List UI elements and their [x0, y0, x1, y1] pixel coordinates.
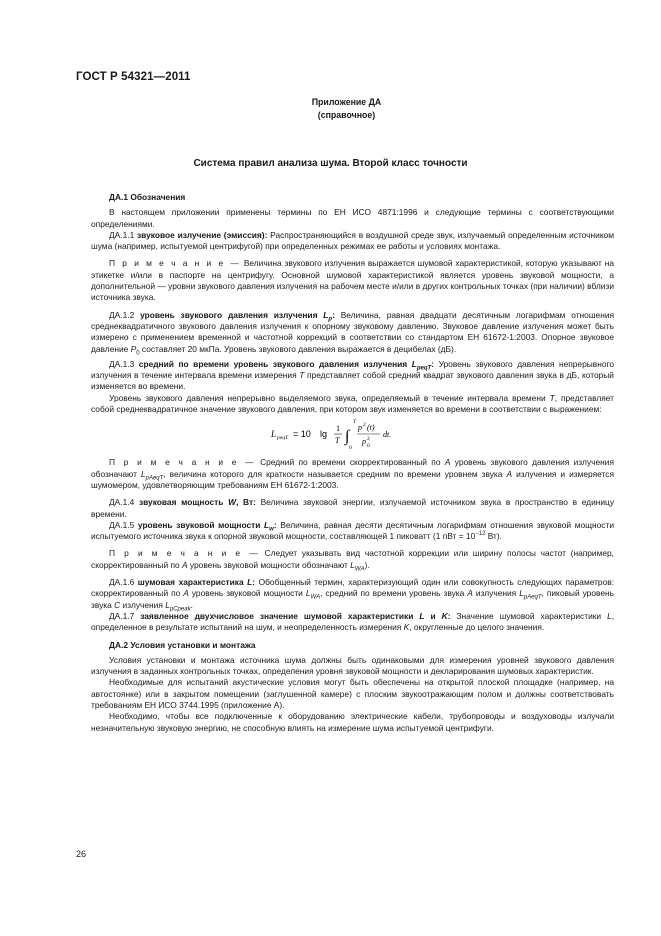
symbol: А — [183, 588, 189, 599]
section-heading-da2: ДА.2 Условия установки и монтажа — [109, 639, 256, 650]
note-text: , величина которого для краткости называется средним по времени уровнем звука — [163, 468, 503, 479]
appendix-label: Приложение ДА — [311, 97, 382, 107]
term-da-1-5: ДА.1.5 уровень звуковой мощности $L_w$: Величина, равная десяти десятичным логарифмам отношения звуковой мощности испытуемого источника звука к опорной звуковой мощности, составляющей 1 пиковатт (1 пВт = $10^{-12}$ Вт). — [91, 519, 614, 542]
symbol-sub: WA — [310, 594, 321, 601]
symbol: T — [549, 392, 555, 403]
symbol-sub: pAeqT — [145, 475, 164, 482]
symbol: L — [607, 610, 612, 621]
symbol: K — [403, 622, 410, 633]
term-definition: Величина, равная десяти десятичным логарифмам отношения звуковой мощности испытуемого источника звука к опорной звуковой мощности, составляющей 1 пиковатт (1 пВт = 10 — [91, 519, 614, 542]
symbol: L — [305, 588, 311, 599]
note-1 — [91, 258, 614, 303]
term-da-1-6: ДА.1.6 шумовая характеристика L: Обобщенный термин, характеризующий один или совокупность следующих параметров: скорректированный по А уровень звуковой мощности $L_{WA}$, средний по времени уровень звука А излучения $L_{pAeqT}$, пиковый уровень звука С излучения $L_{pCpeak}$. — [91, 577, 615, 613]
term-definition: излучения — [475, 588, 517, 599]
symbol: T — [299, 370, 305, 381]
term-definition-end: Вт). — [487, 531, 503, 542]
appendix-title: Система правил анализа шума. Второй класс точности — [193, 158, 468, 169]
formula-den: p — [362, 437, 366, 447]
note-text: излучения и измеряется шумомером, удовлетворяющим требованиям ЕН 61672-1:2003. — [91, 468, 614, 490]
term-definition-cont: составляет 20 мкПа. Уровень звукового давления выражается в децибелах (дБ). — [141, 343, 457, 354]
note-label: П р и м е ч а н и е — — [109, 457, 256, 468]
term-number: ДА.1.6 — [109, 577, 135, 588]
symbol-sub: 0 — [136, 350, 140, 357]
term-definition: , пиковый уровень звука — [91, 588, 614, 610]
term-definition: Распространяющийся в воздушной среде звук, излучаемый определенным источником шума (например, испытуемой центрифугой) при определенных режимах ее работы и условиях монтажа. — [91, 229, 614, 252]
symbol-sub: WA — [354, 566, 365, 573]
formula-lhs: L — [271, 429, 277, 440]
formula-upper: T — [353, 419, 357, 426]
term-da-1-4 — [91, 497, 614, 520]
term-name: шумовая характеристика — [137, 577, 244, 588]
formula-lhs-sub: peqT — [277, 435, 288, 442]
page-number: 26 — [76, 849, 87, 859]
term-definition-end: . — [190, 599, 193, 610]
term-name: уровень звукового давления излучения — [140, 309, 318, 320]
appendix-type: (справочное) — [317, 110, 376, 120]
term-definition: Величина, равная двадцати десятичным логарифмам отношения среднеквадратичного звукового давления излучения к опорному звуковому давлению. Звуковое давление излучения может быть измерено с применением временной и частотной коррекций в соответствии со стандартом ЕН 61672-1:2003. Опорное звуковое давление — [91, 309, 615, 354]
term-number: ДА.1.7 — [109, 610, 135, 621]
intro-paragraph: В настоящем приложении применены термины по ЕН ИСО 4871:1996 и следующие термины с соответствующими определениями. — [91, 207, 614, 229]
symbol: А — [444, 457, 451, 468]
term-definition: излучения — [122, 599, 163, 610]
conjunction: и — [430, 610, 436, 621]
term-da-1-7: ДА.1.7 заявленное двухчисловое значение шумовой характеристики L и K: Значение шумовой характеристики L, определенное в результате испытаний на шум, и неопределенность измерения K, округленные до целого значения. — [91, 610, 615, 633]
term-definition-cont: представляет собой средний квадрат звукового давления звука в дБ, который изменяется во времени. — [91, 370, 614, 392]
paragraph-text: , представляет собой среднеквадратичное значение звукового давления, при котором звук изменяется во времени в соответствии с выражением: — [91, 392, 615, 415]
symbol: L — [247, 577, 253, 588]
term-number: ДА.1.5 — [109, 519, 135, 530]
symbol: L — [411, 358, 417, 369]
term-definition: , средний по времени уровень звука — [320, 588, 465, 599]
note-text: уровень звуковой мощности обозначают — [189, 559, 348, 570]
term-number: ДА.1.2 — [109, 309, 135, 320]
note-3 — [91, 548, 614, 571]
note-text: Средний по времени скорректированный по — [260, 457, 441, 468]
formula-num-arg: (t) — [367, 423, 375, 433]
term-da-1-3-cont — [91, 393, 614, 416]
symbol: K — [441, 610, 448, 621]
note-label: П р и м е ч а н и е — — [109, 548, 260, 559]
standard-number: ГОСТ Р 54321—2011 — [76, 71, 191, 83]
term-definition: , округленные до целого значения. — [409, 622, 545, 633]
note-2 — [91, 457, 614, 491]
symbol-sub: pAeqT — [523, 594, 542, 601]
section-heading-da1: ДА.1 Обозначения — [109, 192, 186, 202]
symbol: А — [506, 468, 513, 479]
formula-den-sub: 0 — [367, 443, 370, 450]
document-body — [91, 192, 614, 734]
symbol: L — [350, 559, 355, 570]
note-text: Следует указывать вид частотной коррекции или ширину полосы частот (например, скорректированный по — [91, 548, 615, 570]
formula-lg: lg — [320, 429, 328, 440]
symbol-unit: , Вт: — [236, 497, 256, 508]
term-number: ДА.1.4 — [109, 497, 135, 508]
term-definition: Величина звуковой энергии, излучаемой источником звука в пространство в единицу времени. — [91, 497, 615, 519]
symbol: L — [519, 588, 524, 599]
symbol: L — [264, 519, 270, 530]
formula-den-sup: 2 — [367, 436, 370, 443]
term-name: заявленное двухчисловое значение шумовой характеристики — [140, 610, 414, 621]
formula-integral: ∫ — [345, 428, 350, 446]
symbol: L — [419, 610, 425, 621]
note-text: ). — [364, 559, 370, 570]
da2-paragraph-1: Условия установки и монтажа источника шума должны быть одинаковыми для измерения уровней звукового давления излучения в заданных контрольных точках, определения уровня звуковой мощности и декларирования шумовых характеристик. — [91, 654, 614, 677]
term-name: звуковое излучение (эмиссия): — [137, 229, 268, 240]
formula-eq: = 10 — [293, 429, 311, 440]
formula-T: T — [335, 436, 340, 446]
term-definition: , определенное в результате испытаний на шум, и неопределенность измерения — [91, 610, 615, 633]
da2-paragraph-3: Необходимо, чтобы все подключенные к оборудованию электрические кабели, трубопроводы и воздуховоды излучали незначительную звуковую энергию, не способную влиять на измерение шума испытуемой центрифуги. — [91, 711, 614, 733]
symbol: L — [323, 309, 329, 320]
term-name: уровень звуковой мощности — [137, 519, 261, 530]
da2-paragraph-2: Необходимые для испытаний акустические условия могут быть обеспечены на открытой плоской площадке (например, на автостоянке) или в закрытом помещении (заглушенной камере) с плоским звукоотражающим полом и должны соответствовать требованиям ЕН ИСО 3744.1995 (приложение А). — [91, 677, 614, 710]
symbol-sub: peqT — [416, 365, 432, 372]
symbol: W — [228, 497, 237, 508]
term-definition: Обобщенный термин, характеризующий один или совокупность следующих параметров: скорректированный по — [91, 577, 615, 599]
formula-leqt — [91, 415, 614, 453]
symbol: P — [130, 343, 137, 354]
symbol-sub: p — [328, 316, 333, 323]
formula-num-sup: 2 — [363, 422, 366, 429]
term-number: ДА.1.3 — [109, 358, 135, 369]
symbol: А — [181, 559, 188, 570]
term-da-1-3: ДА.1.3 средний по времени уровень звукового давления излучения $L_{peqT}$: Уровень звукового давления непрерывного излучения в течение интервала времени измерения T представляет собой средний квадрат звукового давления звука в дБ, который изменяется во времени. — [91, 358, 615, 392]
note-text: Величина звукового излучения выражается шумовой характеристикой, которую указывают на этикетке и/или в паспорте на центрифугу. Основной шумовой характеристикой является уровень звуковой мощности, а дополнительной — уровни звукового давления излучения на рабочем месте и/или в других контрольных точках (при наличии) вблизи источника звука. — [91, 258, 614, 303]
paragraph-text: Уровень звукового давления непрерывно выделяемого звука, определяемый в течение интервала времени — [109, 392, 546, 403]
symbol-sub: pCpeak — [169, 606, 191, 613]
formula-lower: 0 — [349, 445, 352, 452]
symbol-sub: w — [269, 526, 274, 533]
term-da-1-2: ДА.1.2 уровень звукового давления излучения $L_p$: Величина, равная двадцати десятичным логарифмам отношения среднеквадратичного звукового давления излучения к опорному звуковому давлению. Звуковое давление излучения может быть измерено с применением временной и частотной коррекций в соответствии со стандартом ЕН 61672-1:2003. Опорное звуковое давление $P_0$ составляет 20 мкПа. Уровень звукового давления выражается в децибелах (дБ). — [91, 309, 615, 357]
term-definition: уровень звуковой мощности — [191, 588, 303, 599]
symbol: А — [467, 588, 473, 599]
symbol: С — [114, 599, 121, 610]
term-name: средний по времени уровень звукового давления излучения — [138, 358, 408, 369]
formula-num: p — [358, 423, 362, 433]
term-da-1-1 — [91, 230, 614, 253]
symbol: L — [165, 599, 170, 610]
term-number: ДА.1.1 — [109, 229, 135, 240]
note-label: П р и м е ч а н и е — — [109, 258, 241, 269]
note-text: уровень звукового давления излучения обозначают — [91, 457, 614, 479]
formula-one: 1 — [336, 424, 340, 434]
formula-dt: dt. — [383, 430, 392, 440]
exponent: −12 — [475, 531, 486, 538]
term-definition: Значение шумовой характеристики — [456, 610, 602, 621]
term-definition: Уровень звукового давления непрерывного излучения в течение интервала времени измерения — [91, 358, 615, 381]
symbol: L — [140, 468, 146, 479]
term-name: звуковая мощность — [138, 497, 224, 508]
